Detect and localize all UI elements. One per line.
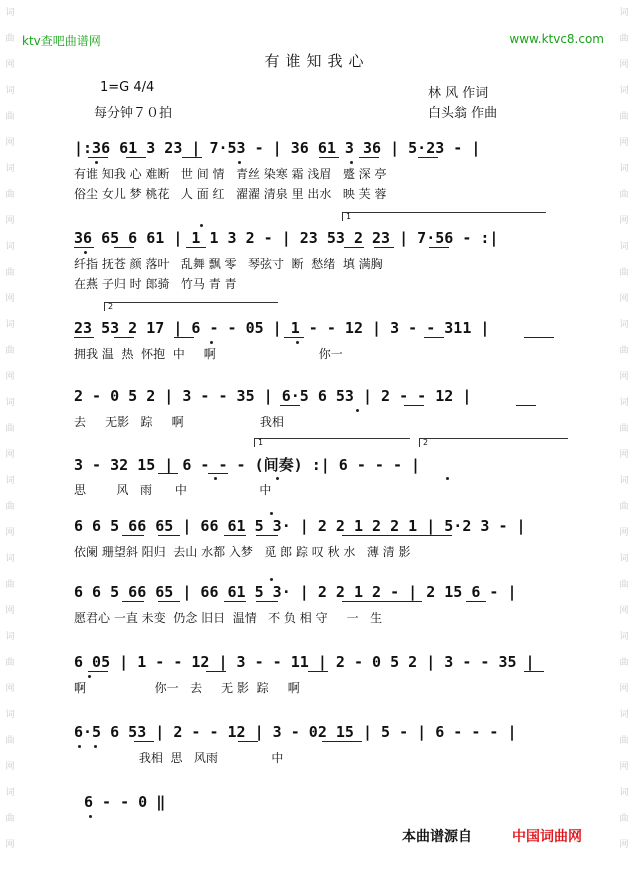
- watermark-char: 网: [619, 450, 629, 460]
- watermark-char: 曲: [5, 502, 15, 512]
- footer-source-label: 本曲谱源自: [402, 829, 472, 845]
- watermark-char: 网: [5, 684, 15, 694]
- watermark-char: 网: [5, 840, 15, 850]
- watermark-char: 词: [5, 632, 15, 642]
- watermark-char: 词: [5, 554, 15, 564]
- watermark-char: 网: [5, 528, 15, 538]
- notation-row: 36 65 6 61 | 1 1 3 2 - | 23 53 2 23 | 7·56 - :|: [74, 229, 499, 247]
- lyrics-row: 依阑 珊望斜 阳归 去山 水都 入梦 觅 郎 踪 叹 秋 水 薄 清 影: [74, 544, 411, 559]
- lyrics-row: 啊 你一 去 无 影 踪 啊: [74, 680, 300, 695]
- watermark-char: 网: [619, 60, 629, 70]
- watermark-char: 词: [619, 710, 629, 720]
- score-line-3: [74, 302, 564, 366]
- volta-bracket: 1: [342, 212, 546, 221]
- watermark-char: 词: [619, 164, 629, 174]
- score-line-10: [84, 790, 174, 820]
- score-line-6: [74, 514, 564, 564]
- lyrics-row: 我相 思 风雨 中: [74, 750, 284, 765]
- score-line-1: [74, 136, 564, 206]
- lyrics-row: 拥我 温 热 怀抱 中 啊 你一: [74, 346, 343, 361]
- watermark-char: 网: [619, 528, 629, 538]
- watermark-char: 网: [5, 138, 15, 148]
- watermark-char: 词: [619, 554, 629, 564]
- watermark-char: 网: [5, 60, 15, 70]
- lyrics-row: 在燕 子归 时 郎骑 竹马 青 青: [74, 276, 237, 291]
- lyrics-row: 思 风 雨 中 中: [74, 482, 272, 497]
- notation-row: 6 6 5 66 65 | 66 61 5 3· | 2 2 1 2 - | 2 15 6 - |: [74, 583, 517, 601]
- watermark-char: 曲: [5, 34, 15, 44]
- score-line-8: [74, 650, 564, 700]
- watermark-char: 网: [5, 606, 15, 616]
- watermark-char: 网: [5, 372, 15, 382]
- watermark-char: 词: [5, 710, 15, 720]
- score-line-2: [74, 212, 564, 296]
- lyrics-row: 愿君心 一直 未变 仍念 旧日 温情 不 负 相 守 一 生: [74, 610, 383, 625]
- composer-credit: 白头翁 作曲: [428, 106, 498, 121]
- watermark-char: 曲: [619, 424, 629, 434]
- score-line-5: [74, 438, 564, 502]
- watermark-char: 曲: [619, 658, 629, 668]
- watermark-char: 词: [5, 242, 15, 252]
- tempo-marking: 每分钟７０拍: [94, 106, 173, 121]
- lyricist-credit: 林 风 作词: [428, 86, 489, 101]
- lyrics-row: 纤指 抚苍 颜 落叶 乱舞 飘 零 琴弦寸 断 愁绪 填 满胸: [74, 256, 383, 271]
- watermark-char: 网: [619, 372, 629, 382]
- watermark-char: 网: [619, 138, 629, 148]
- song-title: 有谁知我心: [264, 52, 370, 70]
- watermark-char: 词: [5, 788, 15, 798]
- watermark-char: 网: [619, 840, 629, 850]
- watermark-char: 网: [619, 762, 629, 772]
- watermark-char: 曲: [5, 190, 15, 200]
- watermark-char: 网: [5, 762, 15, 772]
- watermark-char: 曲: [619, 502, 629, 512]
- notation-row: 23 53 2 17 | 6 - - 05 | 1 - - 12 | 3 - - 311 |: [74, 319, 490, 337]
- watermark-char: 词: [619, 320, 629, 330]
- watermark-char: 曲: [619, 190, 629, 200]
- watermark-char: 词: [5, 86, 15, 96]
- watermark-char: 词: [619, 242, 629, 252]
- watermark-char: 词: [5, 164, 15, 174]
- watermark-char: 词: [5, 476, 15, 486]
- notation-row: 6 6 5 66 65 | 66 61 5 3· | 2 2 1 2 2 1 | 5·2 3 - |: [74, 517, 526, 535]
- watermark-char: 曲: [619, 268, 629, 278]
- watermark-char: 网: [5, 294, 15, 304]
- watermark-char: 网: [619, 606, 629, 616]
- score-line-9: [74, 720, 564, 770]
- notation-row: 6 05 | 1 - - 12 | 3 - - 11 | 2 - 0 5 2 | 3 - - 35 |: [74, 653, 535, 671]
- watermark-char: 曲: [619, 346, 629, 356]
- notation-row: 3 - 32 15 | 6 - - - (间奏) :| 6 - - - |: [74, 455, 421, 474]
- watermark-right-column: [617, 0, 631, 858]
- notation-row: |:36 61 3 23 | 7·53 - | 36 61 3 36 | 5·23 - |: [74, 139, 481, 157]
- watermark-char: 曲: [619, 814, 629, 824]
- watermark-char: 网: [5, 450, 15, 460]
- volta-bracket: 1: [254, 438, 410, 447]
- watermark-char: 网: [619, 294, 629, 304]
- watermark-char: 词: [619, 398, 629, 408]
- watermark-char: 曲: [5, 268, 15, 278]
- watermark-char: 曲: [619, 580, 629, 590]
- watermark-char: 曲: [5, 658, 15, 668]
- volta-bracket: 2: [104, 302, 278, 311]
- notation-row: 2 - 0 5 2 | 3 - - 35 | 6·5 6 53 | 2 - - 12 |: [74, 387, 472, 405]
- lyrics-row: 有谁 知我 心 难断 世 间 情 青丝 染寒 霜 浅眉 蹙 深 亭: [74, 166, 387, 181]
- watermark-char: 词: [619, 632, 629, 642]
- watermark-char: 词: [619, 86, 629, 96]
- watermark-char: 曲: [5, 346, 15, 356]
- watermark-char: 网: [619, 216, 629, 226]
- watermark-char: 曲: [5, 736, 15, 746]
- watermark-char: 词: [5, 320, 15, 330]
- score-line-7: [74, 580, 564, 630]
- notation-row: 6·5 6 53 | 2 - - 12 | 3 - 02 15 | 5 - | 6 - - - |: [74, 723, 517, 741]
- watermark-char: 曲: [619, 736, 629, 746]
- lyrics-row: 俗尘 女儿 梦 桃花 人 面 红 濯濯 清泉 里 出水 映 芙 蓉: [74, 186, 387, 201]
- watermark-char: 曲: [5, 424, 15, 434]
- watermark-char: 词: [619, 8, 629, 18]
- footer-site-link[interactable]: 中国词曲网: [512, 829, 582, 845]
- watermark-char: 网: [5, 216, 15, 226]
- score-line-4: [74, 384, 564, 434]
- watermark-char: 曲: [5, 112, 15, 122]
- site-url-right[interactable]: www.ktvc8.com: [509, 32, 604, 46]
- watermark-char: 曲: [619, 34, 629, 44]
- watermark-char: 曲: [5, 814, 15, 824]
- watermark-char: 曲: [619, 112, 629, 122]
- site-name-left[interactable]: ktv查吧曲谱网: [22, 34, 101, 48]
- key-signature: 1=G 4/4: [100, 80, 155, 95]
- watermark-char: 网: [619, 684, 629, 694]
- watermark-char: 曲: [5, 580, 15, 590]
- watermark-char: 词: [619, 788, 629, 798]
- watermark-char: 词: [5, 398, 15, 408]
- watermark-char: 词: [619, 476, 629, 486]
- watermark-char: 词: [5, 8, 15, 18]
- watermark-left-column: [3, 0, 17, 858]
- notation-row: 6 - - 0 ‖: [84, 793, 166, 811]
- lyrics-row: 去 无影 踪 啊 我相: [74, 414, 284, 429]
- volta-bracket: 2: [419, 438, 568, 447]
